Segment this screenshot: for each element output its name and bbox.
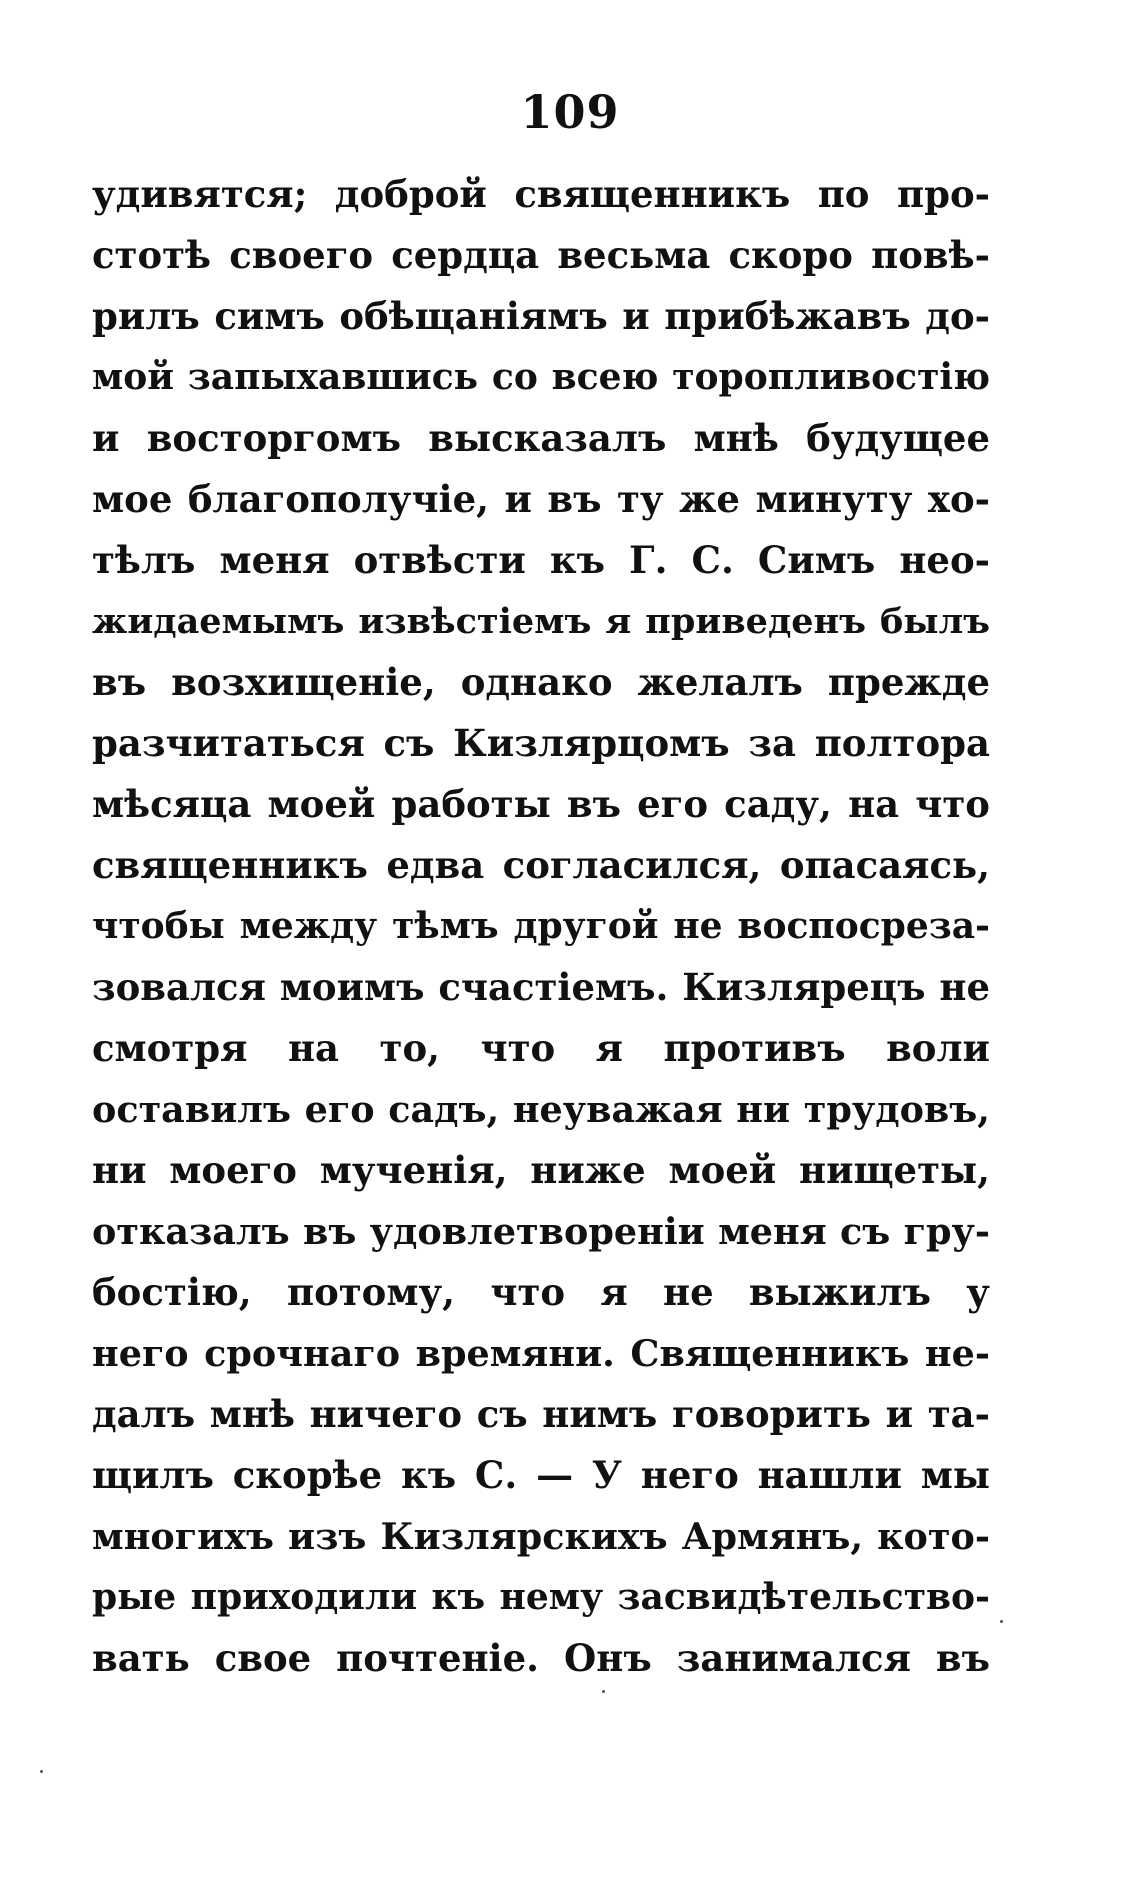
text-line: разчитаться съ Кизлярцомъ за полтора bbox=[92, 721, 990, 765]
page-number: 109 bbox=[520, 85, 620, 139]
print-speck bbox=[40, 1770, 43, 1773]
text-line: и восторгомъ высказалъ мнѣ будущее bbox=[92, 416, 990, 460]
text-line: жидаемымъ извѣстіемъ я приведенъ былъ bbox=[92, 601, 990, 642]
text-line: него срочнаго времяни. Священникъ не- bbox=[92, 1332, 990, 1375]
print-speck bbox=[1000, 1620, 1003, 1623]
text-line: щилъ скорѣе къ С. — У него нашли мы bbox=[92, 1453, 990, 1497]
text-line: стотѣ своего сердца весьма скоро повѣ- bbox=[92, 233, 990, 277]
text-line: мое благополучіе, и въ ту же минуту хо- bbox=[92, 477, 990, 521]
text-line: мой запыхавшись со всею торопливостію bbox=[92, 356, 990, 398]
text-line: многихъ изъ Кизлярскихъ Армянъ, кото- bbox=[92, 1515, 990, 1558]
text-line: въ возхищеніе, однако желалъ прежде bbox=[92, 660, 990, 704]
text-line: оставилъ его садъ, неуважая ни трудовъ, bbox=[92, 1088, 990, 1131]
text-line: вать свое почтеніе. Онъ занимался въ bbox=[92, 1636, 990, 1680]
text-line: ни моего мученія, ниже моей нищеты, bbox=[92, 1148, 990, 1192]
text-line: тѣлъ меня отвѣсти къ Г. С. Симъ нео- bbox=[92, 538, 990, 582]
text-line: чтобы между тѣмъ другой не воспосреза- bbox=[92, 905, 990, 947]
text-line: далъ мнѣ ничего съ нимъ говорить и та- bbox=[92, 1392, 990, 1436]
text-line: удивятся; доброй священникъ по про- bbox=[92, 172, 990, 216]
text-line: рилъ симъ обѣщаніямъ и прибѣжавъ до- bbox=[92, 294, 990, 338]
text-line: отказалъ въ удовлетвореніи меня съ гру- bbox=[92, 1210, 990, 1253]
text-line: священникъ едва согласился, опасаясь, bbox=[92, 843, 990, 887]
text-line: смотря на то, что я противъ воли bbox=[92, 1026, 990, 1070]
text-line: мѣсяца моей работы въ его саду, на что bbox=[92, 782, 990, 826]
page-text bbox=[92, 164, 990, 1689]
text-line: рые приходили къ нему засвидѣтельство- bbox=[92, 1576, 990, 1618]
print-speck bbox=[602, 1690, 605, 1693]
text-line: бостію, потому, что я не выжилъ у bbox=[92, 1270, 990, 1314]
text-line: зовался моимъ счастіемъ. Кизлярецъ не bbox=[92, 965, 990, 1009]
